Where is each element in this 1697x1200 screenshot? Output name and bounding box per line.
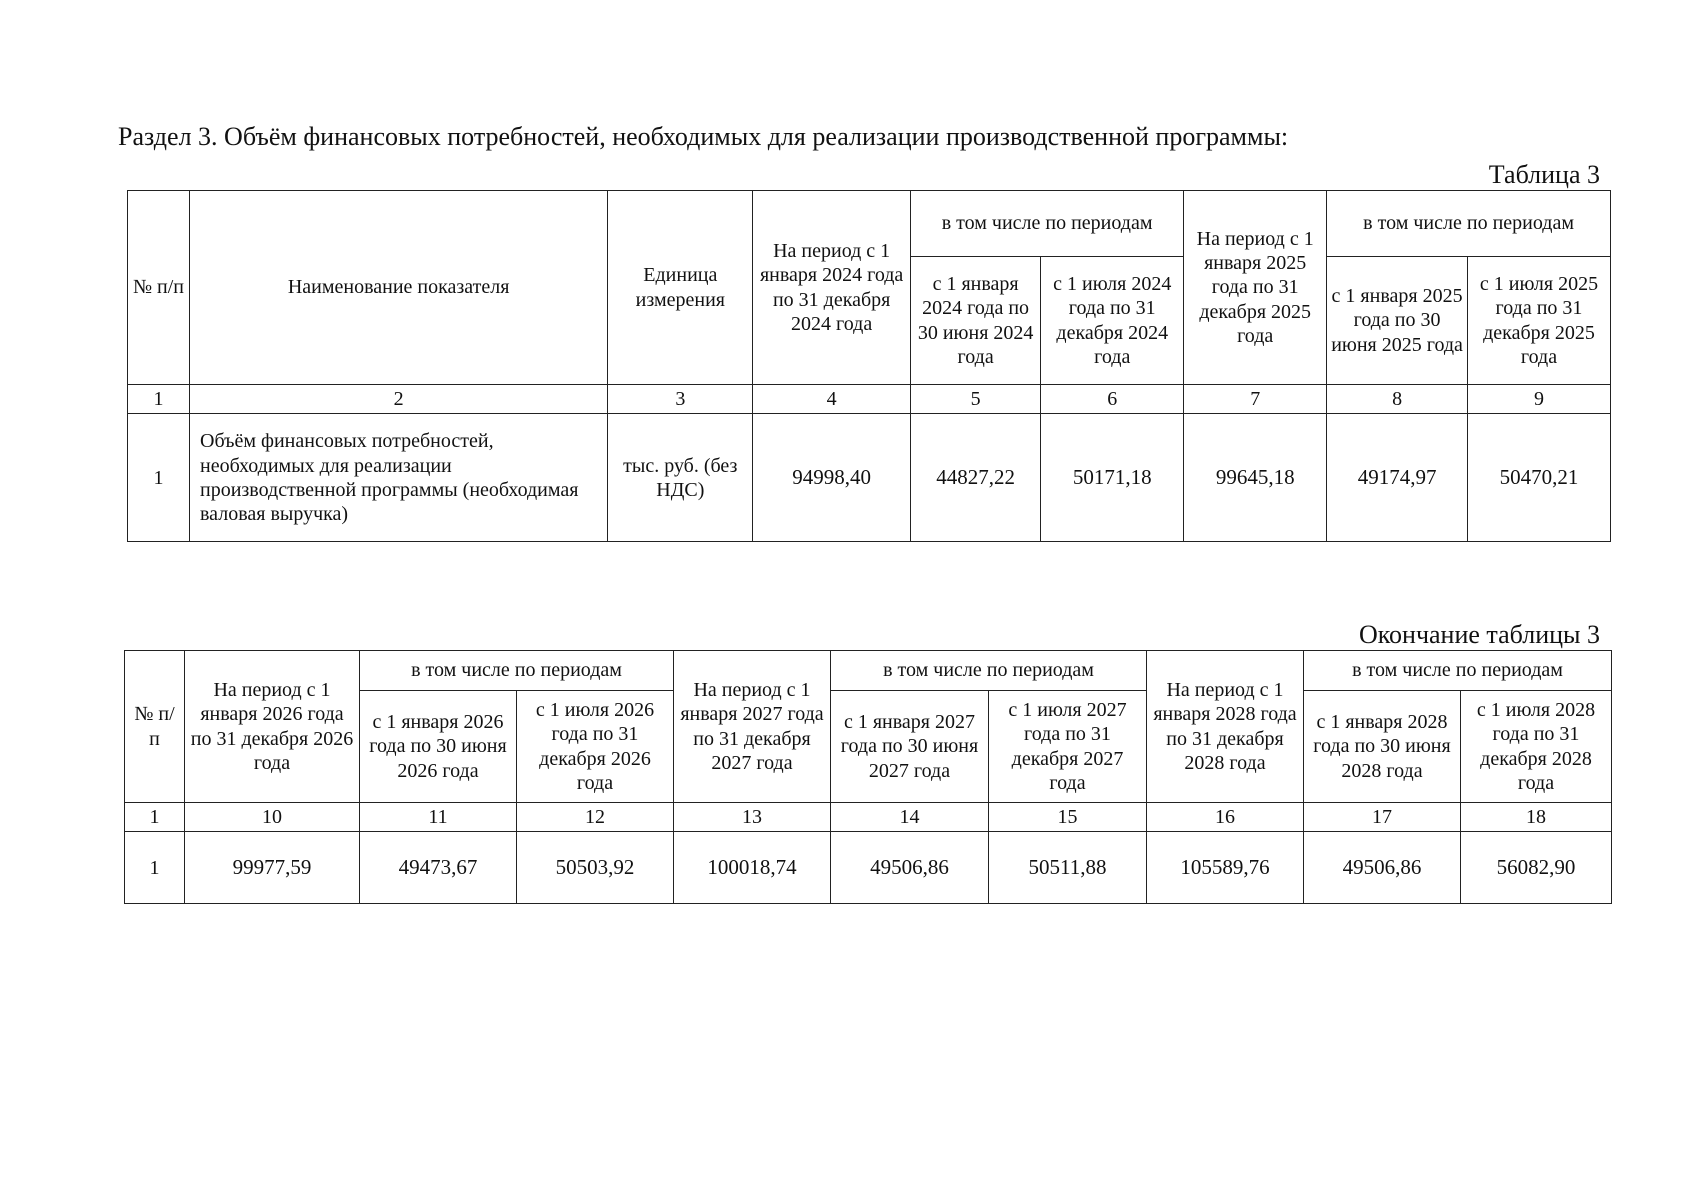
column-number-cell: 2 (190, 385, 608, 414)
column-number-cell: 11 (360, 803, 517, 832)
header-cell-period-2025: На период с 1 января 2025 года по 31 декабря 2025 года (1184, 191, 1327, 385)
column-number-cell: 16 (1147, 803, 1304, 832)
column-number-cell: 17 (1304, 803, 1461, 832)
column-number-row (128, 385, 1611, 414)
value-cell: 94998,40 (753, 414, 911, 542)
column-number-cell: 7 (1184, 385, 1327, 414)
row-unit-cell: тыс. руб. (без НДС) (608, 414, 753, 542)
column-number-cell: 13 (674, 803, 831, 832)
table-row (125, 832, 1612, 904)
value-cell: 99645,18 (1184, 414, 1327, 542)
table-row (128, 414, 1611, 542)
value-cell: 49473,67 (360, 832, 517, 904)
header-cell-h2026-2: с 1 июля 2026 года по 31 декабря 2026 года (517, 691, 674, 803)
value-cell: 50171,18 (1041, 414, 1184, 542)
value-cell: 50470,21 (1467, 414, 1610, 542)
header-cell-name: Наименование показателя (190, 191, 608, 385)
header-cell-h2024-1: с 1 января 2024 года по 30 июня 2024 года (910, 257, 1040, 385)
column-number-cell: 15 (989, 803, 1147, 832)
header-cell-num: № п/п (128, 191, 190, 385)
column-number-cell: 12 (517, 803, 674, 832)
value-cell: 49506,86 (1304, 832, 1461, 904)
column-number-cell: 6 (1041, 385, 1184, 414)
header-cell-h2028-1: с 1 января 2028 года по 30 июня 2028 года (1304, 691, 1461, 803)
header-cell-h2027-2: с 1 июля 2027 года по 31 декабря 2027 года (989, 691, 1147, 803)
column-number-cell: 18 (1461, 803, 1612, 832)
header-cell-h2025-2: с 1 июля 2025 года по 31 декабря 2025 года (1467, 257, 1610, 385)
header-cell-period-2024: На период с 1 января 2024 года по 31 декабря 2024 года (753, 191, 911, 385)
value-cell: 105589,76 (1147, 832, 1304, 904)
header-cell-h2028-2: с 1 июля 2028 года по 31 декабря 2028 года (1461, 691, 1612, 803)
value-cell: 99977,59 (185, 832, 360, 904)
header-cell-h2026-1: с 1 января 2026 года по 30 июня 2026 года (360, 691, 517, 803)
header-cell-period-2027: На период с 1 января 2027 года по 31 декабря 2027 года (674, 651, 831, 803)
value-cell: 50511,88 (989, 832, 1147, 904)
column-number-row (125, 803, 1612, 832)
value-cell: 49174,97 (1327, 414, 1468, 542)
header-cell-subgroup: в том числе по периодам (1304, 651, 1612, 691)
financial-needs-table-continuation (124, 650, 1612, 904)
table-continuation-caption: Окончание таблицы 3 (1358, 620, 1600, 649)
column-number-cell: 4 (753, 385, 911, 414)
row-num-cell: 1 (125, 832, 185, 904)
header-cell-period-2026: На период с 1 января 2026 года по 31 декабря 2026 года (185, 651, 360, 803)
value-cell: 44827,22 (910, 414, 1040, 542)
header-cell-num: № п/п (125, 651, 185, 803)
column-number-cell: 9 (1467, 385, 1610, 414)
column-number-cell: 10 (185, 803, 360, 832)
value-cell: 100018,74 (674, 832, 831, 904)
header-cell-period-2028: На период с 1 января 2028 года по 31 декабря 2028 года (1147, 651, 1304, 803)
row-name-cell: Объём финансовых потребностей, необходимых для реализации производственной программы (необходимая валовая выручка) (190, 414, 608, 542)
row-num-cell: 1 (128, 414, 190, 542)
column-number-cell: 14 (831, 803, 989, 832)
header-cell-subgroup: в том числе по периодам (360, 651, 674, 691)
financial-needs-table (127, 190, 1611, 542)
header-cell-unit: Единица измерения (608, 191, 753, 385)
column-number-cell: 8 (1327, 385, 1468, 414)
header-cell-h2025-1: с 1 января 2025 года по 30 июня 2025 года (1327, 257, 1468, 385)
header-cell-subgroup: в том числе по периодам (831, 651, 1147, 691)
header-cell-subgroup: в том числе по периодам (1327, 191, 1611, 257)
column-number-cell: 5 (910, 385, 1040, 414)
header-cell-subgroup: в том числе по периодам (910, 191, 1183, 257)
value-cell: 50503,92 (517, 832, 674, 904)
column-number-cell: 1 (125, 803, 185, 832)
value-cell: 56082,90 (1461, 832, 1612, 904)
column-number-cell: 3 (608, 385, 753, 414)
value-cell: 49506,86 (831, 832, 989, 904)
header-row (128, 191, 1611, 257)
header-cell-h2027-1: с 1 января 2027 года по 30 июня 2027 года (831, 691, 989, 803)
header-row (125, 651, 1612, 691)
column-number-cell: 1 (128, 385, 190, 414)
section-heading: Раздел 3. Объём финансовых потребностей, необходимых для реализации производственной программы: (118, 122, 1289, 151)
header-cell-h2024-2: с 1 июля 2024 года по 31 декабря 2024 года (1041, 257, 1184, 385)
table-caption: Таблица 3 (1488, 160, 1600, 189)
